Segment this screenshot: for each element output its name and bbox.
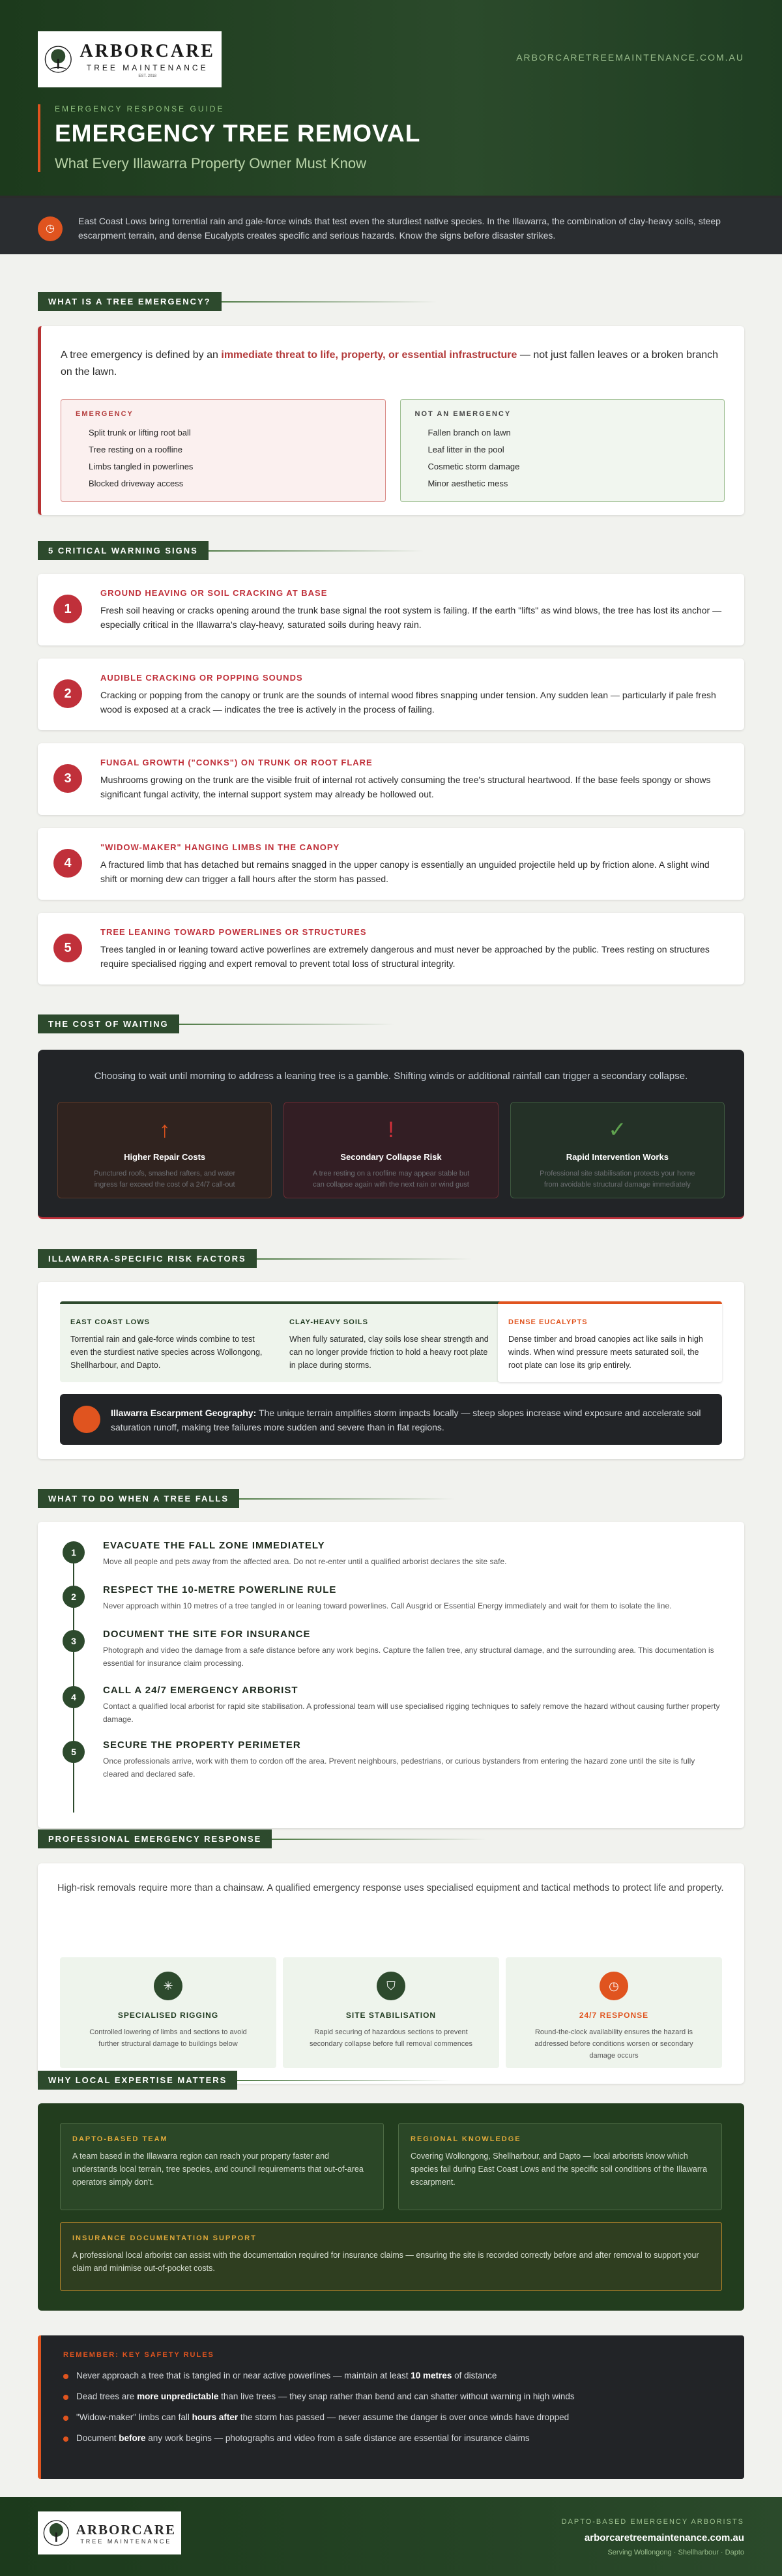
section-divider [239,1498,454,1500]
section-header-professional-response [38,1829,744,1848]
not-emergency-box [400,399,725,502]
warning-title: GROUND HEAVING OR SOIL CRACKING AT BASE [100,588,328,598]
section-divider [257,1258,472,1260]
exclamation-icon: ! [388,1118,394,1142]
footer-website-link[interactable]: arborcaretreemaintenance.com.au [584,2532,744,2543]
step-text: Once professionals arrive, work with them to cordon off the area. Prevent neighbours, pedestrians, or curious bystanders from entering the hazard zone until the site is fully cleared and declared safe. [103,1756,695,1779]
warning-title: FUNGAL GROWTH ("CONKS") ON TRUNK OR ROOT FLARE [100,758,373,767]
page-subtitle: What Every Illawarra Property Owner Must Know [55,155,367,171]
pro-card-title: SITE STABILISATION [345,2011,437,2020]
warning-card [38,743,744,815]
footer-brand-name: ARBORCARE [76,2521,176,2538]
step-text: Photograph and video the damage from a safe distance before any work begins. Capture the fallen tree, any structural damage, and the surrounding area. This documentation is essential for insurance claim processing. [103,1646,714,1668]
local-box [398,2123,722,2210]
brand-name: ARBORCARE [80,40,215,61]
definition-card [38,326,744,515]
step-text: Move all people and pets away from the affected area. Do not re-enter until a qualified arborist declares the site safe. [103,1557,507,1566]
list-item: Limbs tangled in powerlines [89,462,194,471]
logo[interactable] [38,31,222,87]
risk-card [498,1301,722,1382]
list-item: Dead trees are more unpredictable than live trees — they snap rather than bend and can shatter without warning in high winds [63,2386,722,2407]
warning-number: 1 [53,595,82,623]
local-box-title: REGIONAL KNOWLEDGE [411,2135,521,2143]
warning-title: TREE LEANING TOWARD POWERLINES OR STRUCTURES [100,927,367,937]
brand-subname: TREE MAINTENANCE [86,63,209,72]
list-item: Tree resting on a roofline [89,445,183,454]
escarpment-label: Illawarra Escarpment Geography: [111,1408,257,1418]
step-number: 1 [63,1541,85,1563]
local-box [60,2123,384,2210]
warning-card [38,659,744,730]
step-number: 4 [63,1686,85,1708]
warning-number: 4 [53,849,82,878]
step-text: Never approach within 10 metres of a tree tangled in or leaning toward powerlines. Call Ausgrid or Essential Energy immediately and wait for them to isolate the line. [103,1601,672,1610]
warning-text: Cracking or popping from the canopy or trunk are the sounds of internal wood fibres snapping under tension. Any sudden lean — particularly if pale fresh wood is exposed at a crack — indicates the tree is actively in the process of failing. [100,690,716,715]
risk-text: Dense timber and broad canopies act like sails in high winds. When wind pressure meets saturated soil, the root plate can lose its grip entirely. [508,1335,703,1370]
warning-text: Fresh soil heaving or cracks opening around the trunk base signal the root system is failing. If the earth "lifts" as wind blows, the tree has lost its anchor — especially critical in the Illawarra's clay-heavy, saturated soils during heavy rain. [100,605,722,630]
list-item: Cosmetic storm damage [427,462,520,471]
pro-card [60,1957,276,2068]
step-title: RESPECT THE 10-METRE POWERLINE RULE [103,1584,337,1595]
pro-intro: High-risk removals require more than a chainsaw. A qualified emergency response uses specialised equipment and tactical methods to protect life and property. [57,1883,724,1893]
definition-text: A tree emergency is defined by an immediate threat to life, property, or essential infrastructure — not just fallen leaves or a broken branch on the lawn. [61,349,719,378]
section-header-risk-factors [38,1249,744,1268]
step-title: EVACUATE THE FALL ZONE IMMEDIATELY [103,1540,325,1551]
cost-box-text: Professional site stabilisation protects your home from avoidable structural damage immediately [540,1170,695,1189]
list-item: Split trunk or lifting root ball [89,428,191,437]
shield-icon: ⛉ [377,1972,405,2000]
section-label: THE COST OF WAITING [38,1014,179,1033]
local-expertise-panel [38,2103,744,2311]
footer-service-areas: Serving Wollongong · Shellharbour · Dapto [607,2549,744,2556]
warning-number: 3 [53,764,82,793]
step-text: Contact a qualified local arborist for rapid site stabilisation. A professional team will use specialised rigging techniques to safely remove the hazard without causing further property damage. [103,1702,720,1724]
section-divider [237,2080,452,2081]
warning-text: A fractured limb that has detached but remains snagged in the upper canopy is essentially an unguided projectile held up by friction alone. A slight wind shift or morning dew can trigger a fall hours after the storm has passed. [100,859,710,884]
cost-box-text: A tree resting on a roofline may appear stable but can collapse again with the next rain or wind gust [312,1170,470,1189]
step-title: CALL A 24/7 EMERGENCY ARBORIST [103,1685,298,1696]
step-title: DOCUMENT THE SITE FOR INSURANCE [103,1629,311,1640]
section-divider [209,550,424,552]
warning-number: 5 [53,934,82,962]
list-item: "Widow-maker" limbs can fall hours after the storm has passed — never assume the danger is over once winds have dropped [63,2407,722,2428]
risk-card [60,1301,284,1382]
list-item: Blocked driveway access [89,479,184,488]
pro-card-text: Rapid securing of hazardous sections to prevent secondary collapse before full removal commences [309,2028,473,2048]
footer-logo[interactable] [38,2511,181,2554]
section-label: ILLAWARRA-SPECIFIC RISK FACTORS [38,1249,257,1268]
pro-card-title: SPECIALISED RIGGING [117,2011,219,2020]
warning-title: "WIDOW-MAKER" HANGING LIMBS IN THE CANOPY [100,842,340,852]
cost-box [57,1102,272,1198]
pro-card [506,1957,722,2068]
cost-box-title: Rapid Intervention Works [566,1152,669,1162]
cost-box-text: Punctured roofs, smashed rafters, and water ingress far exceed the cost of a 24/7 call-out [94,1170,236,1189]
local-box-text: A team based in the Illawarra region can reach your property faster and understands local terrain, tree species, and council requirements that out-of-area operators simply don't. [72,2152,364,2187]
list-item: Minor aesthetic mess [427,479,508,488]
tree-logo-icon [44,39,72,80]
warning-card [38,574,744,645]
risk-title: EAST COAST LOWS [70,1318,150,1326]
section-header-warning-signs [38,541,744,560]
section-header-tree-emergency [38,292,744,311]
section-header-what-to-do [38,1489,744,1508]
section-header-local-expertise [38,2071,744,2090]
escarpment-text: The unique terrain amplifies storm impacts locally — steep slopes increase wind exposure and accelerate soil saturation runoff, making tree failures more sudden and severe than in flat regions. [111,1408,701,1432]
mountain-icon [73,1406,100,1433]
definition-highlight: immediate threat to life, property, or essential infrastructure [221,349,517,361]
list-item: Fallen branch on lawn [427,428,511,437]
alert-text: East Coast Lows bring torrential rain and gale-force winds that test even the sturdiest native species. In the Illawarra, the combination of clay-heavy soils, steep escarpment terrain, and dense Eucalypts creates specific and serious hazards. Know the signs before disaster strikes. [78,216,721,241]
arrow-up-icon: ↑ [159,1118,171,1142]
tree-logo-icon [43,2518,70,2548]
cost-box-title: Secondary Collapse Risk [340,1152,442,1162]
alert-icon: ◷ [38,216,63,241]
not-emergency-title: NOT AN EMERGENCY [414,410,512,418]
brand-est: EST. 2018 [138,74,157,78]
risk-text: When fully saturated, clay soils lose shear strength and can no longer provide friction to hold a heavy root plate in place during storms. [289,1335,489,1370]
footer [0,2497,782,2576]
local-box-title: DAPTO-BASED TEAM [72,2135,168,2143]
hero-kicker: EMERGENCY RESPONSE GUIDE [55,104,225,113]
footer-tagline: DAPTO-BASED EMERGENCY ARBORISTS [561,2518,744,2526]
safety-title: REMEMBER: KEY SAFETY RULES [63,2351,214,2359]
step-title: SECURE THE PROPERTY PERIMETER [103,1740,301,1751]
list-item: Document before any work begins — photographs and video from a safe distance are essential for insurance claims [63,2428,722,2449]
clock-icon: ◷ [600,1972,628,2000]
page-title: EMERGENCY TREE REMOVAL [55,120,421,147]
risk-title: DENSE EUCALYPTS [508,1318,588,1326]
section-label: WHY LOCAL EXPERTISE MATTERS [38,2071,237,2090]
header-url[interactable]: ARBORCARETREEMAINTENANCE.COM.AU [516,52,744,63]
warning-card [38,828,744,900]
local-box-text: A professional local arborist can assist with the documentation required for insurance claims — ensuring the site is recorded correctly before and after removal to support your claim and minimise out-of-pocket costs. [72,2251,699,2273]
emergency-box [61,399,386,502]
escarpment-callout [60,1394,722,1445]
cost-box [510,1102,725,1198]
risk-text: Torrential rain and gale-force winds combine to test even the sturdiest native species across Wollongong, Shellharbour, and Dapto. [70,1335,263,1370]
local-box-text: Covering Wollongong, Shellharbour, and Dapto — local arborists know which species fail during East Coast Lows and the specific soil conditions of the Illawarra escarpment. [411,2152,708,2187]
warning-card [38,913,744,985]
rigging-icon: ✳ [154,1972,182,2000]
section-divider [222,301,437,303]
step-number: 3 [63,1630,85,1652]
risk-title: CLAY-HEAVY SOILS [289,1318,368,1326]
checkmark-icon: ✓ [608,1118,627,1142]
local-box-insurance [60,2222,722,2291]
warning-number: 2 [53,679,82,708]
warning-text: Mushrooms growing on the trunk are the visible fruit of internal rot actively consuming the tree's structural heartwood. If the base feels spongy or shows significant fungal activity, the internal support system may already be hollowed out. [100,775,711,799]
step-number: 2 [63,1586,85,1608]
warning-text: Trees tangled in or leaning toward active powerlines are extremely dangerous and must never be approached by the public. Trees resting on structures require specialised rigging and expert removal to prevent total loss of structural integrity. [100,944,710,969]
section-label: WHAT TO DO WHEN A TREE FALLS [38,1489,239,1508]
header [0,0,782,196]
risk-card [279,1301,503,1382]
section-label: 5 CRITICAL WARNING SIGNS [38,541,209,560]
section-divider [272,1839,487,1840]
list-item: Never approach a tree that is tangled in or near active powerlines — maintain at least 10 metres of distance [63,2365,722,2386]
safety-rules [38,2335,744,2479]
pro-card [283,1957,499,2068]
step-number: 5 [63,1741,85,1763]
section-divider [179,1024,394,1025]
cost-box-title: Higher Repair Costs [124,1152,206,1162]
pro-card-text: Round-the-clock availability ensures the hazard is addressed before conditions worsen or secondary damage occurs [534,2028,693,2060]
emergency-title: EMERGENCY [76,410,134,418]
pro-card-text: Controlled lowering of limbs and sections to avoid further structural damage to buildings below [89,2028,247,2048]
section-header-cost-of-waiting [38,1014,744,1033]
cost-box [283,1102,498,1198]
hero-title-block [38,104,420,172]
footer-brand-subname: TREE MAINTENANCE [80,2538,172,2545]
section-label: PROFESSIONAL EMERGENCY RESPONSE [38,1829,272,1848]
warning-title: AUDIBLE CRACKING OR POPPING SOUNDS [100,673,303,683]
alert-banner [0,196,782,254]
local-box-title: INSURANCE DOCUMENTATION SUPPORT [72,2234,257,2242]
section-label: WHAT IS A TREE EMERGENCY? [38,292,222,311]
cost-intro: Choosing to wait until morning to address a leaning tree is a gamble. Shifting winds or additional rainfall can trigger a secondary collapse. [94,1071,688,1082]
cost-panel [38,1050,744,1219]
pro-card-title: 24/7 RESPONSE [579,2011,649,2020]
list-item: Leaf litter in the pool [427,445,504,454]
